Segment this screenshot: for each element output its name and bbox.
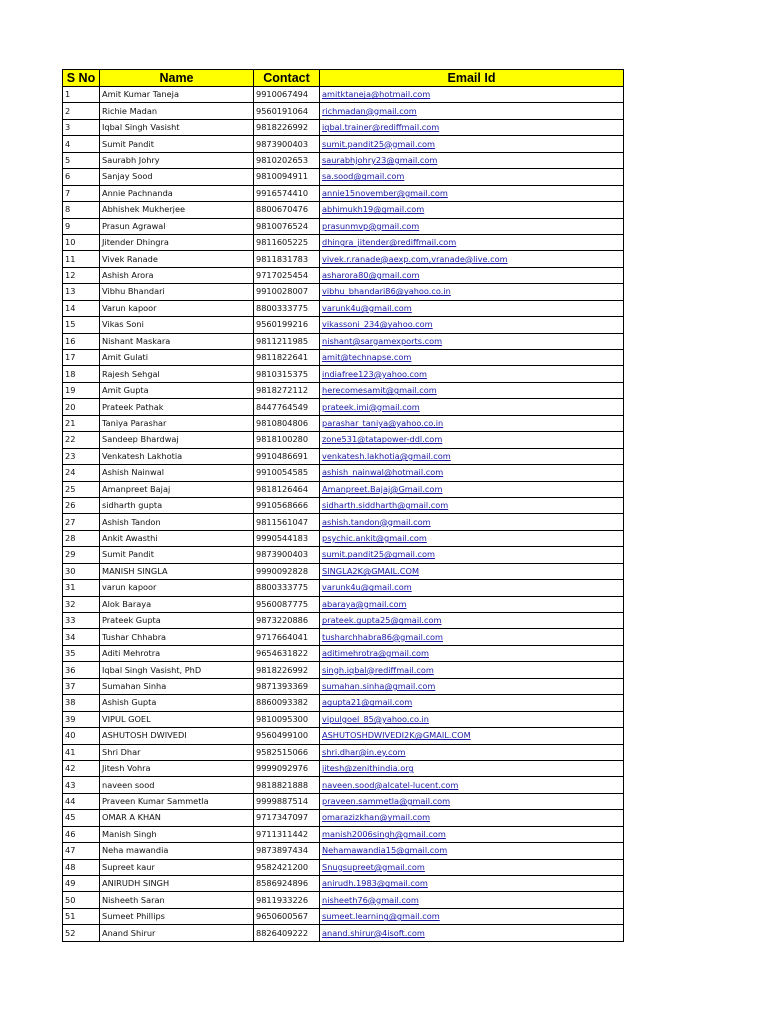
cell-sno: 25 — [63, 481, 100, 497]
table-row — [63, 760, 624, 776]
cell-email[interactable]: sa.sood@gmail.com — [320, 169, 624, 185]
cell-sno: 9 — [63, 218, 100, 234]
cell-email[interactable]: agupta21@gmail.com — [320, 695, 624, 711]
cell-contact: 8800333775 — [254, 300, 320, 316]
cell-email[interactable]: prateek.imi@gmail.com — [320, 399, 624, 415]
cell-contact: 9811933226 — [254, 892, 320, 908]
cell-contact: 9910028007 — [254, 284, 320, 300]
cell-email[interactable]: tusharchhabra86@gmail.com — [320, 629, 624, 645]
table-body — [63, 87, 624, 942]
table-row — [63, 234, 624, 250]
cell-contact: 9717025454 — [254, 267, 320, 283]
cell-sno: 20 — [63, 399, 100, 415]
table-row — [63, 251, 624, 267]
cell-email[interactable]: jitesh@zenithindia.org — [320, 760, 624, 776]
table-row — [63, 530, 624, 546]
cell-contact: 9560499100 — [254, 728, 320, 744]
cell-email[interactable]: sumit.pandit25@gmail.com — [320, 547, 624, 563]
table-row — [63, 810, 624, 826]
cell-email[interactable]: parashar_taniya@yahoo.co.in — [320, 415, 624, 431]
cell-contact: 9873220886 — [254, 613, 320, 629]
cell-email[interactable]: Nehamawandia15@gmail.com — [320, 843, 624, 859]
table-row — [63, 514, 624, 530]
cell-email[interactable]: praveen.sammetla@gmail.com — [320, 793, 624, 809]
cell-email[interactable]: psychic.ankit@gmail.com — [320, 530, 624, 546]
cell-sno: 29 — [63, 547, 100, 563]
cell-sno: 39 — [63, 711, 100, 727]
cell-email[interactable]: herecomesamit@gmail.com — [320, 382, 624, 398]
cell-sno: 16 — [63, 333, 100, 349]
cell-email[interactable]: nishant@sargamexports.com — [320, 333, 624, 349]
cell-sno: 43 — [63, 777, 100, 793]
header-sno: S No — [63, 70, 100, 87]
cell-name: OMAR A KHAN — [100, 810, 254, 826]
table-row — [63, 892, 624, 908]
cell-sno: 49 — [63, 876, 100, 892]
cell-contact: 9811822641 — [254, 350, 320, 366]
table-row — [63, 596, 624, 612]
cell-contact: 9818821888 — [254, 777, 320, 793]
cell-name: Amit Gulati — [100, 350, 254, 366]
table-row — [63, 728, 624, 744]
cell-sno: 44 — [63, 793, 100, 809]
table-row — [63, 547, 624, 563]
cell-email[interactable]: manish2006singh@gmail.com — [320, 826, 624, 842]
cell-contact: 9810076524 — [254, 218, 320, 234]
cell-contact: 9818100280 — [254, 432, 320, 448]
table-row — [63, 448, 624, 464]
cell-contact: 9560199216 — [254, 317, 320, 333]
cell-contact: 9910486691 — [254, 448, 320, 464]
table-row — [63, 826, 624, 842]
cell-name: VIPUL GOEL — [100, 711, 254, 727]
cell-name: Vivek Ranade — [100, 251, 254, 267]
cell-email[interactable]: dhingra_jitender@rediffmail.com — [320, 234, 624, 250]
cell-email[interactable]: sumeet.learning@gmail.com — [320, 908, 624, 924]
table-row — [63, 284, 624, 300]
cell-name: Prasun Agrawal — [100, 218, 254, 234]
cell-email[interactable]: vikassoni_234@yahoo.com — [320, 317, 624, 333]
header-name: Name — [100, 70, 254, 87]
table-row — [63, 300, 624, 316]
table-row — [63, 350, 624, 366]
cell-name: Richie Madan — [100, 103, 254, 119]
cell-name: Vibhu Bhandari — [100, 284, 254, 300]
cell-sno: 47 — [63, 843, 100, 859]
cell-contact: 9873900403 — [254, 136, 320, 152]
cell-contact: 9818272112 — [254, 382, 320, 398]
cell-contact: 9910067494 — [254, 87, 320, 103]
cell-name: Alok Baraya — [100, 596, 254, 612]
cell-contact: 8826409222 — [254, 925, 320, 941]
cell-contact: 9871393369 — [254, 678, 320, 694]
cell-name: Ankit Awasthi — [100, 530, 254, 546]
table-row — [63, 202, 624, 218]
cell-name: Manish Singh — [100, 826, 254, 842]
header-row — [63, 70, 624, 87]
cell-sno: 13 — [63, 284, 100, 300]
cell-sno: 17 — [63, 350, 100, 366]
cell-sno: 10 — [63, 234, 100, 250]
cell-email[interactable]: nisheeth76@gmail.com — [320, 892, 624, 908]
cell-sno: 3 — [63, 119, 100, 135]
cell-sno: 15 — [63, 317, 100, 333]
cell-name: ASHUTOSH DWIVEDI — [100, 728, 254, 744]
cell-sno: 22 — [63, 432, 100, 448]
cell-name: Ashish Tandon — [100, 514, 254, 530]
cell-sno: 37 — [63, 678, 100, 694]
contact-table — [62, 69, 624, 942]
table-row — [63, 103, 624, 119]
table-row — [63, 399, 624, 415]
cell-name: Iqbal Singh Vasisht, PhD — [100, 662, 254, 678]
cell-contact: 9811831783 — [254, 251, 320, 267]
cell-contact: 9910054585 — [254, 465, 320, 481]
cell-sno: 50 — [63, 892, 100, 908]
cell-contact: 9560191064 — [254, 103, 320, 119]
table-row — [63, 481, 624, 497]
cell-contact: 9717347097 — [254, 810, 320, 826]
cell-sno: 26 — [63, 497, 100, 513]
cell-name: Vikas Soni — [100, 317, 254, 333]
table-row — [63, 744, 624, 760]
cell-email[interactable]: vibhu_bhandari86@yahoo.co.in — [320, 284, 624, 300]
cell-name: Abhishek Mukherjee — [100, 202, 254, 218]
cell-name: Saurabh Johry — [100, 152, 254, 168]
cell-name: Nisheeth Saran — [100, 892, 254, 908]
cell-email[interactable]: vipulgoel_85@yahoo.co.in — [320, 711, 624, 727]
cell-name: Neha mawandia — [100, 843, 254, 859]
cell-sno: 42 — [63, 760, 100, 776]
cell-contact: 9810202653 — [254, 152, 320, 168]
cell-sno: 40 — [63, 728, 100, 744]
cell-sno: 5 — [63, 152, 100, 168]
cell-name: Sandeep Bhardwaj — [100, 432, 254, 448]
cell-contact: 9818226992 — [254, 662, 320, 678]
cell-name: Rajesh Sehgal — [100, 366, 254, 382]
cell-name: Taniya Parashar — [100, 415, 254, 431]
cell-contact: 9582421200 — [254, 859, 320, 875]
cell-contact: 9810804806 — [254, 415, 320, 431]
cell-name: Sumeet Phillips — [100, 908, 254, 924]
cell-contact: 9654631822 — [254, 645, 320, 661]
cell-name: sidharth gupta — [100, 497, 254, 513]
table-row — [63, 152, 624, 168]
cell-contact: 9810095300 — [254, 711, 320, 727]
cell-sno: 30 — [63, 563, 100, 579]
cell-email[interactable]: richmadan@gmail.com — [320, 103, 624, 119]
cell-contact: 9873900403 — [254, 547, 320, 563]
cell-contact: 9873897434 — [254, 843, 320, 859]
cell-email[interactable]: ASHUTOSHDWIVEDI2K@GMAIL.COM — [320, 728, 624, 744]
table-row — [63, 563, 624, 579]
cell-name: varun kapoor — [100, 580, 254, 596]
cell-email[interactable]: Snugsupreet@gmail.com — [320, 859, 624, 875]
cell-name: Amit Kumar Taneja — [100, 87, 254, 103]
cell-sno: 41 — [63, 744, 100, 760]
table-row — [63, 87, 624, 103]
cell-sno: 38 — [63, 695, 100, 711]
cell-name: Anand Shirur — [100, 925, 254, 941]
cell-sno: 6 — [63, 169, 100, 185]
cell-email[interactable]: SINGLA2K@GMAIL.COM — [320, 563, 624, 579]
cell-sno: 1 — [63, 87, 100, 103]
cell-email[interactable]: zone531@tatapower-ddl.com — [320, 432, 624, 448]
cell-name: Jitender Dhingra — [100, 234, 254, 250]
table-row — [63, 382, 624, 398]
table-row — [63, 662, 624, 678]
cell-email[interactable]: vivek.r.ranade@aexp.com,vranade@live.com — [320, 251, 624, 267]
table-row — [63, 432, 624, 448]
cell-email[interactable]: shri.dhar@in.ey.com — [320, 744, 624, 760]
cell-sno: 18 — [63, 366, 100, 382]
cell-name: Prateek Gupta — [100, 613, 254, 629]
cell-email[interactable]: iqbal.trainer@rediffmail.com — [320, 119, 624, 135]
table-row — [63, 859, 624, 875]
cell-name: Ashish Arora — [100, 267, 254, 283]
cell-name: Nishant Maskara — [100, 333, 254, 349]
cell-name: Ashish Nainwal — [100, 465, 254, 481]
table-row — [63, 218, 624, 234]
cell-sno: 7 — [63, 185, 100, 201]
cell-sno: 4 — [63, 136, 100, 152]
table-header — [63, 70, 624, 87]
cell-name: Sumit Pandit — [100, 547, 254, 563]
cell-contact: 9910568666 — [254, 497, 320, 513]
cell-name: naveen sood — [100, 777, 254, 793]
cell-name: Sanjay Sood — [100, 169, 254, 185]
cell-email[interactable]: anand.shirur@4isoft.com — [320, 925, 624, 941]
cell-name: Ashish Gupta — [100, 695, 254, 711]
cell-sno: 23 — [63, 448, 100, 464]
table-row — [63, 793, 624, 809]
table-row — [63, 711, 624, 727]
table-row — [63, 876, 624, 892]
cell-contact: 9990544183 — [254, 530, 320, 546]
cell-contact: 9811605225 — [254, 234, 320, 250]
cell-contact: 9818226992 — [254, 119, 320, 135]
cell-contact: 9811561047 — [254, 514, 320, 530]
cell-contact: 9999092976 — [254, 760, 320, 776]
cell-sno: 2 — [63, 103, 100, 119]
table-row — [63, 267, 624, 283]
table-row — [63, 169, 624, 185]
cell-email[interactable]: naveen.sood@alcatel-lucent.com — [320, 777, 624, 793]
cell-contact: 9810094911 — [254, 169, 320, 185]
cell-contact: 9999887514 — [254, 793, 320, 809]
cell-contact: 9582515066 — [254, 744, 320, 760]
cell-email[interactable]: anirudh.1983@gmail.com — [320, 876, 624, 892]
cell-email[interactable]: ashish.tandon@gmail.com — [320, 514, 624, 530]
cell-contact: 9818126464 — [254, 481, 320, 497]
cell-contact: 9916574410 — [254, 185, 320, 201]
cell-sno: 8 — [63, 202, 100, 218]
cell-sno: 45 — [63, 810, 100, 826]
cell-email[interactable]: prasunmvp@gmail.com — [320, 218, 624, 234]
cell-sno: 27 — [63, 514, 100, 530]
cell-name: Prateek Pathak — [100, 399, 254, 415]
cell-sno: 46 — [63, 826, 100, 842]
table-row — [63, 185, 624, 201]
cell-email[interactable]: sumahan.sinha@gmail.com — [320, 678, 624, 694]
cell-sno: 33 — [63, 613, 100, 629]
table-row — [63, 925, 624, 941]
cell-name: Varun kapoor — [100, 300, 254, 316]
cell-sno: 32 — [63, 596, 100, 612]
cell-email[interactable]: varunk4u@gmail.com — [320, 300, 624, 316]
cell-contact: 9811211985 — [254, 333, 320, 349]
cell-sno: 19 — [63, 382, 100, 398]
table-row — [63, 777, 624, 793]
cell-sno: 28 — [63, 530, 100, 546]
table-row — [63, 366, 624, 382]
cell-email[interactable]: prateek.gupta25@gmail.com — [320, 613, 624, 629]
cell-email[interactable]: amit@technapse.com — [320, 350, 624, 366]
cell-name: ANIRUDH SINGH — [100, 876, 254, 892]
cell-contact: 9560087775 — [254, 596, 320, 612]
cell-sno: 21 — [63, 415, 100, 431]
table-row — [63, 317, 624, 333]
cell-name: Amit Gupta — [100, 382, 254, 398]
cell-name: Sumahan Sinha — [100, 678, 254, 694]
cell-email[interactable]: abhimukh19@gmail.com — [320, 202, 624, 218]
table-row — [63, 629, 624, 645]
cell-name: Shri Dhar — [100, 744, 254, 760]
cell-name: Aditi Mehrotra — [100, 645, 254, 661]
table-row — [63, 908, 624, 924]
table-row — [63, 465, 624, 481]
cell-contact: 9810315375 — [254, 366, 320, 382]
cell-contact: 8586924896 — [254, 876, 320, 892]
cell-sno: 11 — [63, 251, 100, 267]
cell-email[interactable]: indiafree123@yahoo.com — [320, 366, 624, 382]
cell-name: Annie Pachnanda — [100, 185, 254, 201]
cell-sno: 48 — [63, 859, 100, 875]
header-contact: Contact — [254, 70, 320, 87]
cell-email[interactable]: Amanpreet.Bajaj@Gmail.com — [320, 481, 624, 497]
cell-name: Jitesh Vohra — [100, 760, 254, 776]
table-row — [63, 613, 624, 629]
table-row — [63, 580, 624, 596]
cell-email[interactable]: ashish_nainwal@hotmail.com — [320, 465, 624, 481]
cell-name: MANISH SINGLA — [100, 563, 254, 579]
cell-name: Amanpreet Bajaj — [100, 481, 254, 497]
cell-name: Praveen Kumar Sammetla — [100, 793, 254, 809]
cell-email[interactable]: omarazizkhan@ymail.com — [320, 810, 624, 826]
table-row — [63, 497, 624, 513]
cell-email[interactable]: varunk4u@gmail.com — [320, 580, 624, 596]
cell-name: Tushar Chhabra — [100, 629, 254, 645]
table-row — [63, 695, 624, 711]
cell-name: Venkatesh Lakhotia — [100, 448, 254, 464]
cell-sno: 52 — [63, 925, 100, 941]
table-row — [63, 415, 624, 431]
table-row — [63, 136, 624, 152]
cell-name: Iqbal Singh Vasisht — [100, 119, 254, 135]
cell-contact: 9990092828 — [254, 563, 320, 579]
cell-name: Supreet kaur — [100, 859, 254, 875]
cell-email[interactable]: aditimehrotra@gmail.com — [320, 645, 624, 661]
cell-sno: 51 — [63, 908, 100, 924]
cell-contact: 8447764549 — [254, 399, 320, 415]
cell-contact: 9717664041 — [254, 629, 320, 645]
cell-contact: 8800670476 — [254, 202, 320, 218]
cell-email[interactable]: saurabhjohry23@gmail.com — [320, 152, 624, 168]
cell-sno: 24 — [63, 465, 100, 481]
cell-sno: 35 — [63, 645, 100, 661]
cell-email[interactable]: abaraya@gmail.com — [320, 596, 624, 612]
cell-email[interactable]: asharora80@gmail.com — [320, 267, 624, 283]
cell-name: Sumit Pandit — [100, 136, 254, 152]
table-row — [63, 843, 624, 859]
table-row — [63, 333, 624, 349]
cell-email[interactable]: sidharth.siddharth@gmail.com — [320, 497, 624, 513]
cell-sno: 31 — [63, 580, 100, 596]
cell-email[interactable]: singh.iqbal@rediffmail.com — [320, 662, 624, 678]
table-row — [63, 119, 624, 135]
cell-email[interactable]: venkatesh.lakhotia@gmail.com — [320, 448, 624, 464]
cell-sno: 14 — [63, 300, 100, 316]
table-row — [63, 678, 624, 694]
cell-email[interactable]: sumit.pandit25@gmail.com — [320, 136, 624, 152]
cell-email[interactable]: annie15november@gmail.com — [320, 185, 624, 201]
cell-email[interactable]: amitktaneja@hotmail.com — [320, 87, 624, 103]
cell-contact: 8860093382 — [254, 695, 320, 711]
cell-contact: 8800333775 — [254, 580, 320, 596]
cell-sno: 12 — [63, 267, 100, 283]
header-email: Email Id — [320, 70, 624, 87]
cell-sno: 36 — [63, 662, 100, 678]
cell-contact: 9650600567 — [254, 908, 320, 924]
cell-sno: 34 — [63, 629, 100, 645]
table-row — [63, 645, 624, 661]
cell-contact: 9711311442 — [254, 826, 320, 842]
